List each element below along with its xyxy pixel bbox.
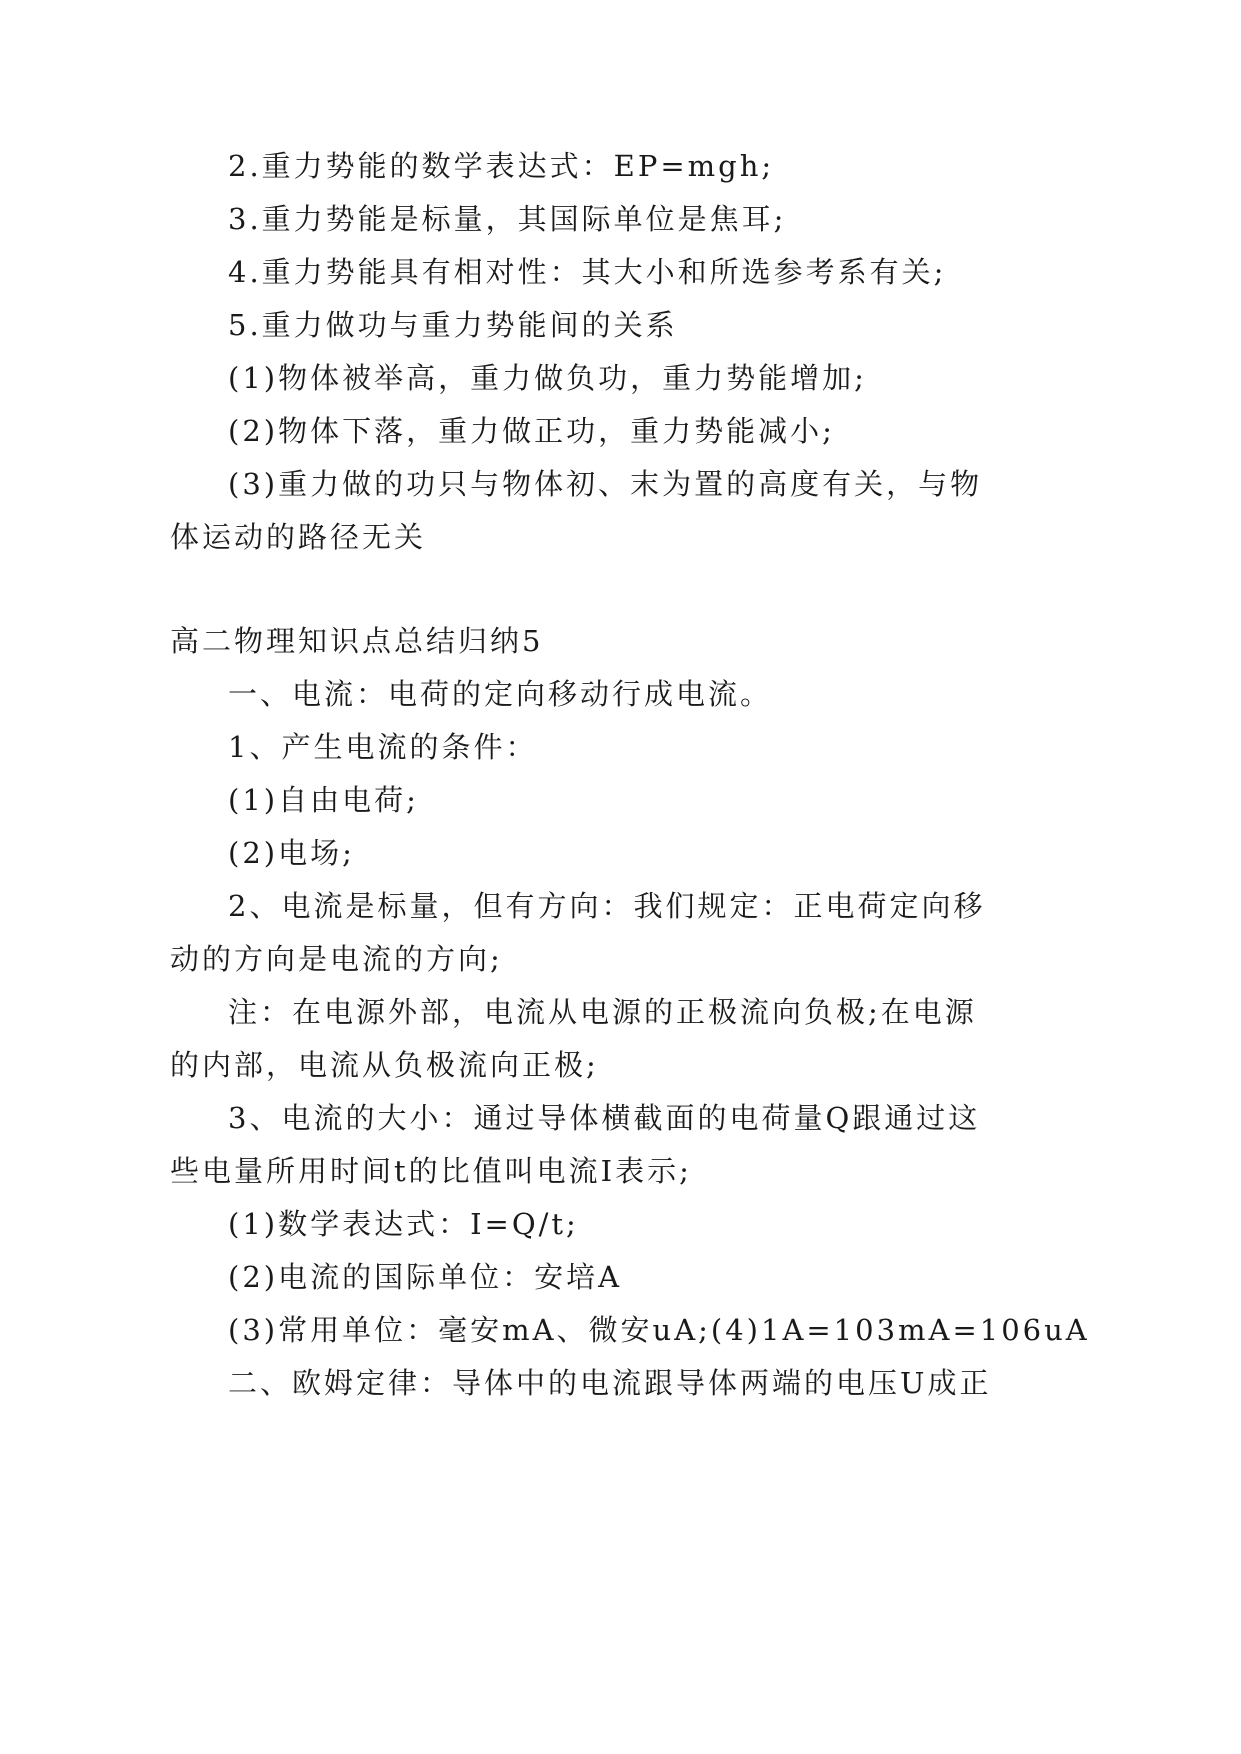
- section-heading: 高二物理知识点总结归纳5: [170, 624, 544, 658]
- text-line: 体运动的路径无关: [170, 520, 427, 554]
- text-line: 的内部，电流从负极流向正极;: [170, 1048, 599, 1082]
- text-line: 3、电流的大小：通过导体横截面的电荷量Q跟通过这: [228, 1101, 981, 1135]
- text-line: (2)物体下落，重力做正功，重力势能减小;: [228, 414, 835, 448]
- text-line: 动的方向是电流的方向;: [170, 942, 503, 976]
- text-line: 二、欧姆定律：导体中的电流跟导体两端的电压U成正: [228, 1366, 992, 1400]
- text-line: 注：在电源外部，电流从电源的正极流向负极;在电源: [228, 995, 977, 1029]
- text-line: 4.重力势能具有相对性：其大小和所选参考系有关;: [228, 255, 947, 289]
- text-line: 一、电流：电荷的定向移动行成电流。: [228, 677, 773, 711]
- text-line: 3.重力势能是标量，其国际单位是焦耳;: [228, 202, 787, 236]
- text-line: (2)电流的国际单位：安培A: [228, 1260, 623, 1294]
- text-line: (1)数学表达式：I=Q/t;: [228, 1207, 579, 1241]
- text-line: (1)物体被举高，重力做负功，重力势能增加;: [228, 361, 867, 395]
- text-line: (3)常用单位：毫安mA、微安uA;(4)1A=103mA=106uA: [228, 1313, 1090, 1347]
- text-line: 些电量所用时间t的比值叫电流I表示;: [170, 1154, 692, 1188]
- text-line: 1、产生电流的条件：: [228, 730, 538, 764]
- text-line: 2、电流是标量，但有方向：我们规定：正电荷定向移: [228, 889, 986, 923]
- text-line: 5.重力做功与重力势能间的关系: [228, 308, 678, 342]
- text-line: (2)电场;: [228, 836, 355, 870]
- text-line: (3)重力做的功只与物体初、末为置的高度有关，与物: [228, 467, 983, 501]
- text-line: (1)自由电荷;: [228, 783, 419, 817]
- text-line: 2.重力势能的数学表达式：EP=mgh;: [228, 149, 775, 183]
